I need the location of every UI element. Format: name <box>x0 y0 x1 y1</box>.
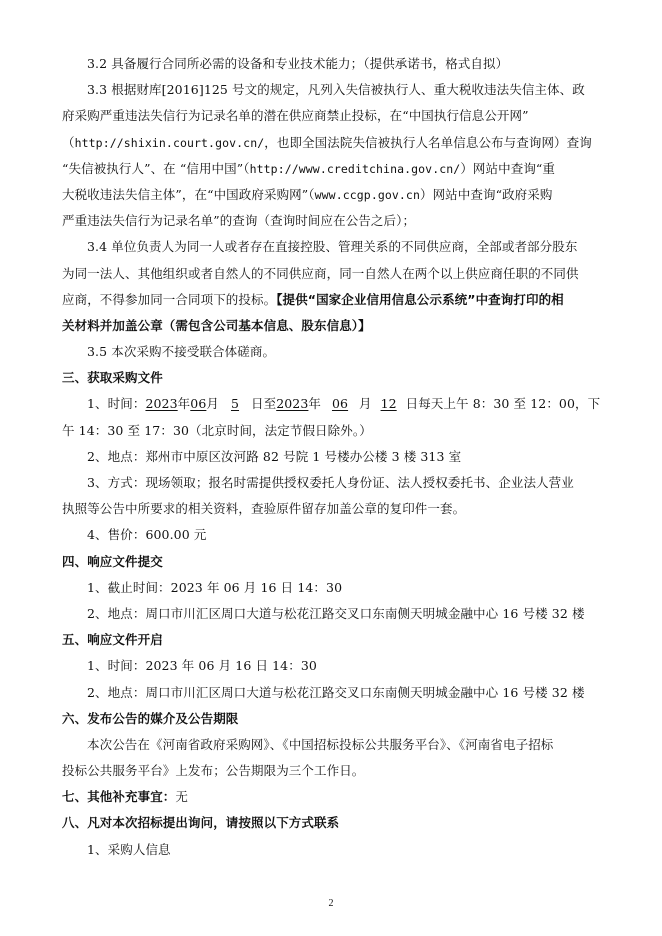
text-fragment: ）网站中查询“政府采购 <box>419 186 553 202</box>
shixin-url-link[interactable]: http://shixin.court.gov.cn/ <box>74 135 265 150</box>
section-3-method-line-1: 3、方式：现场领取；报名时需提供授权委托人身份证、法人授权委托书、企业法人营业 <box>87 475 574 490</box>
section-6-line-2: 投标公共服务平台》上发布；公告期限为三个工作日。 <box>62 763 365 779</box>
paragraph-3-3-line-3 <box>62 130 602 156</box>
text-fragment: 应商，不得参加同一合同项下的投标。 <box>62 291 277 307</box>
paragraph-3-4-line-4: 关材料并加盖公章（需包含公司基本信息、股东信息）】 <box>62 317 371 333</box>
paragraph-3-3-line-2: 府采购严重违法失信行为记录名单的潜在供应商禁止投标，在“中国执行信息公开网” <box>62 108 529 124</box>
section-7-line <box>62 784 602 810</box>
text-fragment: 1、时间： <box>87 396 146 412</box>
paragraph-3-3-line-1: 3.3 根据财库[2016]125 号文的规定，凡列入失信被执行人、重大税收违法失信主体、政 <box>87 82 585 98</box>
end-year: 2023 <box>276 396 309 412</box>
start-month: 06 <box>190 396 207 412</box>
paragraph-3-4-line-2: 为同一法人、其他组织或者自然人的不同供应商，同一自然人在两个以上供应商任职的不同供 <box>62 265 579 281</box>
section-3-time-line-1 <box>62 391 602 417</box>
paragraph-3-3-line-4 <box>62 156 602 182</box>
text-fragment: “失信被执行人”、在 “信用中国”（ <box>62 160 250 176</box>
section-7-value: 无 <box>175 789 189 805</box>
bold-requirement: 【提供“国家企业信用信息公示系统”中查询打印的相 <box>276 291 564 307</box>
section-4-heading: 四、响应文件提交 <box>62 553 163 569</box>
paragraph-3-2: 3.2 具备履行合同所必需的设备和专业技术能力；（提供承诺书，格式自拟） <box>87 56 509 71</box>
paragraph-3-3-line-6: 严重违法失信行为记录名单”的查询（查询时间应在公告之后）； <box>62 213 416 229</box>
text-fragment: 月 <box>206 396 219 412</box>
section-3-place: 2、地点：郑州市中原区汝河路 82 号院 1 号楼办公楼 3 楼 313 室 <box>87 448 462 464</box>
section-3-method-line-2: 执照等公告中所要求的相关资料，查验原件留存加盖公章的复印件一套。 <box>62 501 466 517</box>
paragraph-3-5: 3.5 本次采购不接受联合体磋商。 <box>87 344 276 360</box>
end-day: 12 <box>380 396 397 412</box>
section-3-heading: 三、获取采购文件 <box>62 370 163 386</box>
section-5-place: 2、地点：周口市川汇区周口大道与松花江路交叉口东南侧天明城金融中心 16 号楼 32 楼 <box>87 684 585 700</box>
section-7-heading: 七、其他补充事宜： <box>62 789 176 805</box>
section-8-heading: 八、凡对本次招标提出询问，请按照以下方式联系 <box>62 815 340 831</box>
section-3-price: 4、售价：600.00 元 <box>87 527 207 543</box>
text-fragment: 日至 <box>251 396 277 412</box>
section-3-time-line-2: 午 14：30 至 17：30（北京时间，法定节假日除外。） <box>62 422 372 438</box>
text-fragment: （ <box>62 134 75 150</box>
section-5-time: 1、时间：2023 年 06 月 16 日 14：30 <box>87 658 317 674</box>
section-6-line-1: 本次公告在《河南省政府采购网》、《中国招标投标公共服务平台》、《河南省电子招标 <box>87 736 554 752</box>
text-fragment: 年 <box>308 396 322 412</box>
text-fragment: 大税收违法失信主体”，在“中国政府采购网”（ <box>62 186 315 202</box>
start-day: 5 <box>230 396 240 412</box>
section-5-heading: 五、响应文件开启 <box>62 632 163 648</box>
section-6-heading: 六、发布公告的媒介及公告期限 <box>62 710 239 726</box>
creditchina-url-link[interactable]: http://www.creditchina.gov.cn/ <box>249 161 461 176</box>
paragraph-3-4-line-3 <box>62 287 602 313</box>
ccgp-url-link[interactable]: www.ccgp.gov.cn <box>314 187 420 202</box>
section-8-item-1: 1、采购人信息 <box>87 841 171 857</box>
text-fragment: 日每天上午 8：30 至 12：00，下 <box>405 396 601 412</box>
text-fragment: ，也即全国法院失信被执行人名单信息公布与查询网）查询 <box>264 134 592 150</box>
page-number: 2 <box>328 898 334 909</box>
document-body <box>62 51 602 863</box>
paragraph-3-4-line-1: 3.4 单位负责人为同一人或者存在直接控股、管理关系的不同供应商，全部或者部分股东 <box>87 239 578 255</box>
start-year: 2023 <box>145 396 178 412</box>
section-4-place: 2、地点：周口市川汇区周口大道与松花江路交叉口东南侧天明城金融中心 16 号楼 32 楼 <box>87 605 585 621</box>
paragraph-3-3-line-5 <box>62 182 602 208</box>
text-fragment: ）网站中查询“重 <box>460 160 556 176</box>
text-fragment: 年 <box>177 396 191 412</box>
section-4-deadline: 1、截止时间：2023 年 06 月 16 日 14：30 <box>87 579 343 595</box>
text-fragment: 月 <box>359 396 372 412</box>
end-month: 06 <box>331 396 349 412</box>
